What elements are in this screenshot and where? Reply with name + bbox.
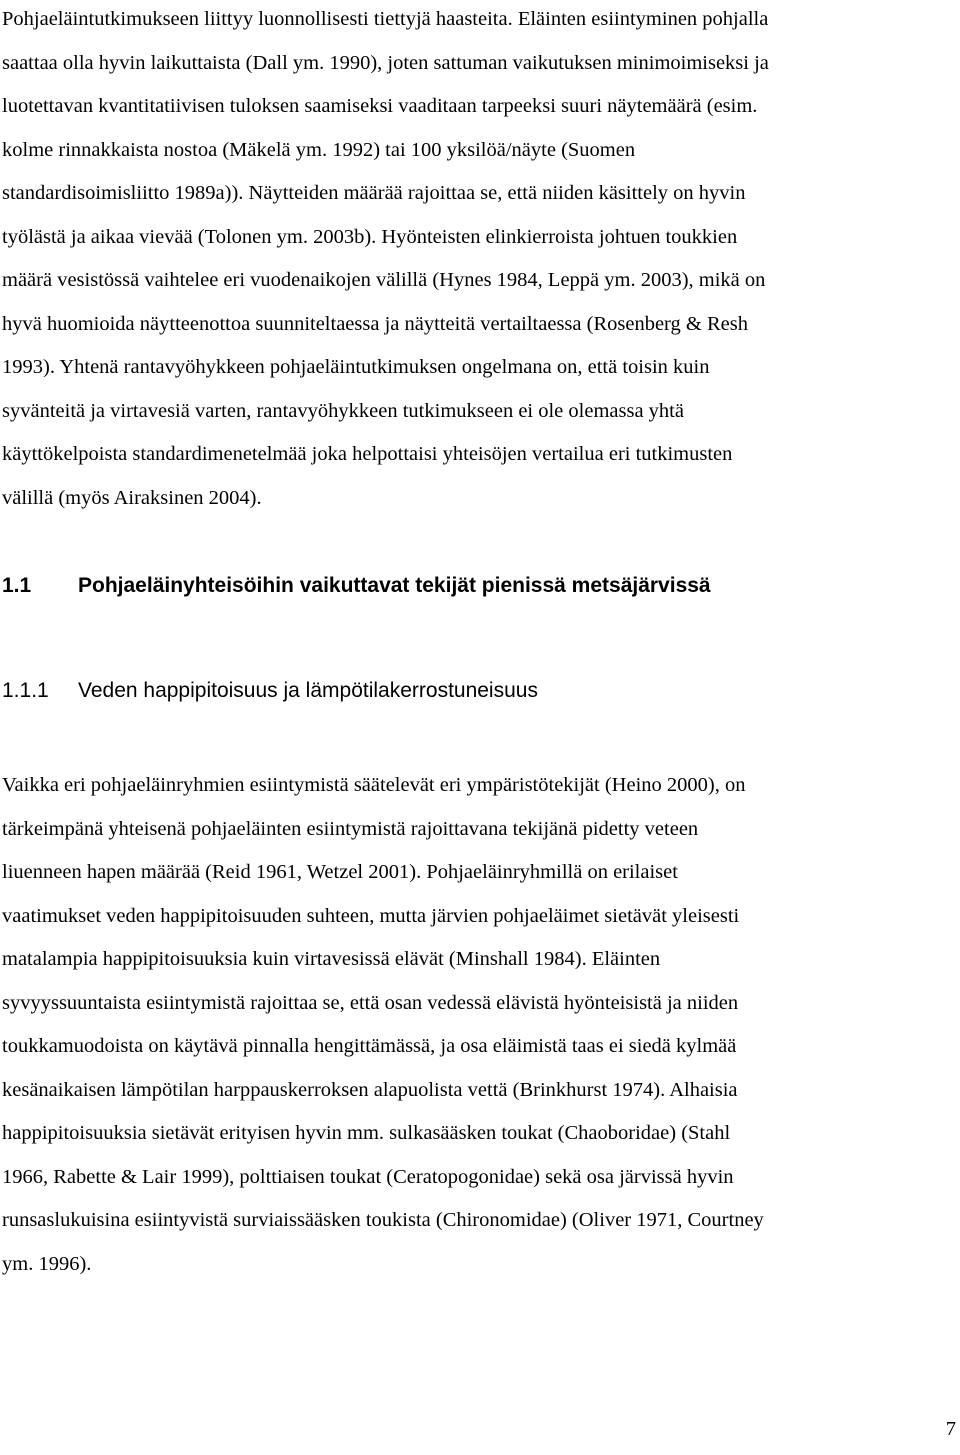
text-line: liuenneen hapen määrää (Reid 1961, Wetzel 2001). Pohjaeläinryhmillä on erilaiset (2, 861, 678, 883)
text-line: syvänteitä ja virtavesiä varten, rantavyöhykkeen tutkimukseen ei ole olemassa yhtä (2, 399, 684, 422)
text-line: määrä vesistössä vaihtelee eri vuodenaikojen välillä (Hynes 1984, Leppä ym. 2003), mikä on (2, 269, 766, 291)
text-line: luotettavan kvantitatiivisen tuloksen saamiseksi vaaditaan tarpeeksi suuri näytemäärä (esim. (2, 95, 758, 117)
text-line: saattaa olla hyvin laikuttaista (Dall ym. 1990), joten sattuman vaikutuksen minimoimiseksi ja (2, 51, 769, 74)
subsection-heading (2, 679, 958, 703)
text-line: matalampia happipitoisuuksia kuin virtavesissä elävät (Minshall 1984). Eläinten (2, 948, 661, 970)
text-line: happipitoisuuksia sietävät erityisen hyvin mm. sulkasääsken toukat (Chaoboridae) (Stahl (2, 1122, 731, 1144)
body-paragraph-oxygen (2, 764, 958, 1286)
text-line: toukkamuodoista on käytävä pinnalla hengittämässä, ja osa eläimistä taas ei siedä kylmää (2, 1035, 737, 1057)
section-title: Pohjaeläinyhteisöihin vaikuttavat tekijät pienissä metsäjärvissä (78, 574, 711, 597)
text-line: 1966, Rabette & Lair 1999), polttiaisen toukat (Ceratopogonidae) sekä osa järvissä hyvin (2, 1165, 734, 1188)
section-heading (2, 574, 958, 598)
text-line: Vaikka eri pohjaeläinryhmien esiintymistä säätelevät eri ympäristötekijät (Heino 2000), on (2, 774, 746, 796)
text-line: ym. 1996). (2, 1252, 92, 1275)
text-line: runsaslukuisina esiintyvistä surviaissääsken toukista (Chironomidae) (Oliver 1971, Courtney (2, 1209, 764, 1231)
text-line: syvyyssuuntaista esiintymistä rajoittaa se, että osan vedessä elävistä hyönteisistä ja niiden (2, 991, 739, 1014)
text-line: 1993). Yhtenä rantavyöhykkeen pohjaeläintutkimuksen ongelmana on, että toisin kuin (2, 356, 710, 378)
page-number: 7 (945, 1418, 956, 1440)
subsection-number: 1.1.1 (2, 679, 49, 702)
text-line: Pohjaeläintutkimukseen liittyy luonnollisesti tiettyjä haasteita. Eläinten esiintyminen pohjalla (2, 8, 769, 30)
subsection-title: Veden happipitoisuus ja lämpötilakerrostuneisuus (78, 679, 538, 702)
text-line: tärkeimpänä yhteisenä pohjaeläinten esiintymistä rajoittavana tekijänä pidetty veteen (2, 817, 699, 840)
text-line: kolme rinnakkaista nostoa (Mäkelä ym. 1992) tai 100 yksilöä/näyte (Suomen (2, 138, 636, 161)
text-line: standardisoimisliitto 1989a)). Näytteiden määrää rajoittaa se, että niiden käsittely on hyvin (2, 182, 746, 204)
section-number: 1.1 (2, 574, 32, 597)
body-paragraph-intro (2, 0, 958, 520)
text-line: työlästä ja aikaa vievää (Tolonen ym. 2003b). Hyönteisten elinkierroista johtuen toukkien (2, 225, 738, 248)
text-line: välillä (myös Airaksinen 2004). (2, 486, 262, 509)
text-line: vaatimukset veden happipitoisuuden suhteen, mutta järvien pohjaeläimet sietävät yleisesti (2, 904, 740, 927)
text-line: hyvä huomioida näytteenottoa suunniteltaessa ja näytteitä vertailtaessa (Rosenberg & Resh (2, 312, 748, 335)
text-line: kesänaikaisen lämpötilan harppauskerroksen alapuolista vettä (Brinkhurst 1974). Alhaisia (2, 1078, 738, 1101)
text-line: käyttökelpoista standardimenetelmää joka helpottaisi yhteisöjen vertailua eri tutkimusten (2, 443, 733, 465)
